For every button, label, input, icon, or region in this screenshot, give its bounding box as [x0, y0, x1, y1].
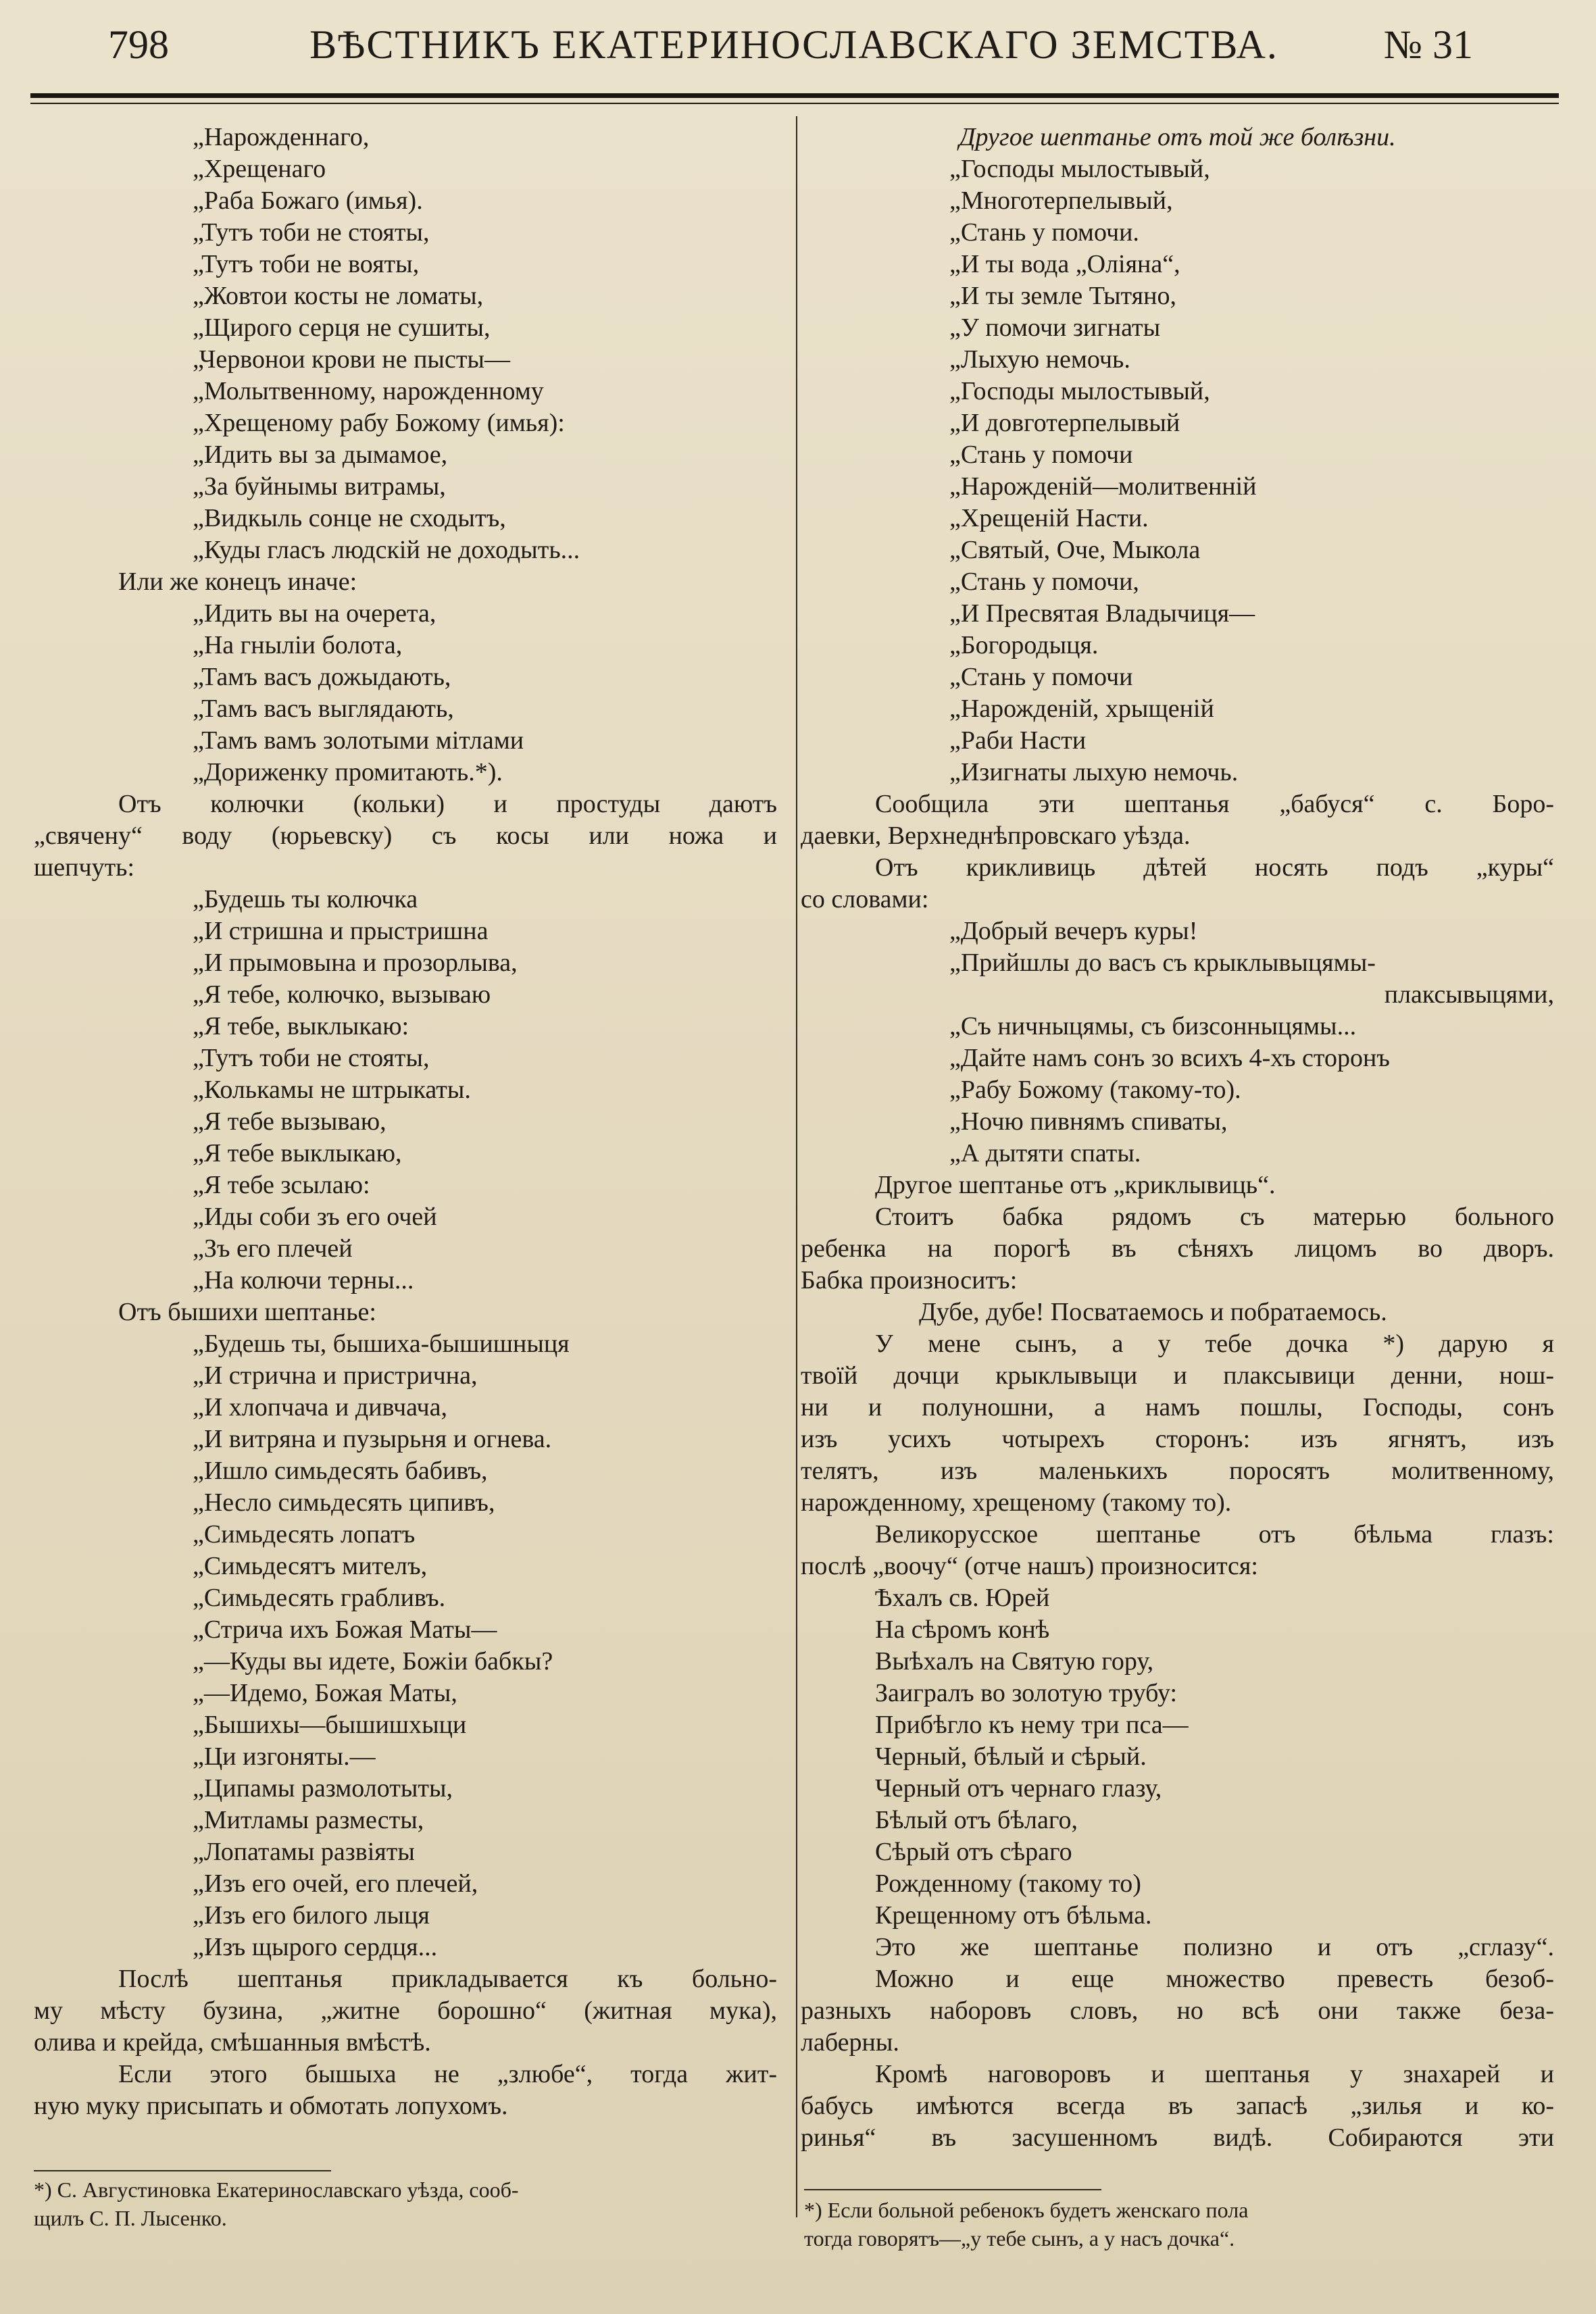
right-line: лаберны.	[801, 2028, 899, 2057]
left-line: „Я тебе зсылаю:	[193, 1171, 370, 1199]
left-line: „Изъ щырого сердця...	[193, 1933, 438, 1961]
left-line: Отъ колючки (кольки) и простуды даютъ	[118, 790, 777, 818]
header-rule-thick	[30, 93, 1559, 98]
left-line: „Несло симьдесять ципивъ,	[193, 1488, 495, 1517]
left-line: „Тамъ васъ выглядають,	[193, 695, 454, 723]
right-line: Черный отъ чернаго глазу,	[875, 1774, 1162, 1803]
left-line: „И прымовына и прозорлыва,	[193, 949, 518, 977]
right-line: Дубе, дубе! Посватаемось и побратаемось.	[919, 1298, 1387, 1326]
left-line: „За буйнымы витрамы,	[193, 472, 446, 501]
right-line: твоїй дочци крыклывыци и плаксывици денни, нош-	[801, 1361, 1554, 1390]
right-line: Заигралъ во золотую трубу:	[875, 1679, 1178, 1707]
right-line: со словами:	[801, 885, 929, 913]
left-line: „Будешь ты колючка	[193, 885, 418, 913]
left-line: „Митламы разместы,	[193, 1806, 424, 1834]
right-line: На сѣромъ конѣ	[875, 1615, 1050, 1644]
left-line: шепчуть:	[34, 853, 135, 882]
right-line: „Хрещеній Насти.	[949, 504, 1149, 532]
right-line: „Господы мылостывый,	[949, 377, 1210, 405]
left-line: „Идить вы на очерета,	[193, 599, 437, 628]
left-line: „Дориженку промитають.*).	[193, 758, 503, 786]
right-line: телятъ, изъ маленькихъ поросятъ молитвенному,	[801, 1457, 1554, 1485]
right-line: Бабка произноситъ:	[801, 1266, 1018, 1294]
right-line: Можно и еще множество превесть безоб-	[875, 1965, 1554, 1993]
header-rule-thin	[30, 103, 1559, 104]
right-line: Кромѣ наговоровъ и шептанья у знахарей и	[875, 2060, 1554, 2088]
left-line: „Лопатамы развіяты	[193, 1838, 415, 1866]
right-line: даевки, Верхнеднѣпровскаго уѣзда.	[801, 822, 1191, 850]
left-line: „свячену“ воду (юрьевску) съ косы или ножа и	[34, 822, 777, 850]
right-column	[801, 122, 1554, 2154]
right-line: „Рабу Божому (такому-то).	[949, 1076, 1241, 1104]
right-line: „Стань у помочи,	[949, 568, 1139, 596]
left-line: „И стришна и прыстришна	[193, 917, 489, 945]
right-line: „А дытяти спаты.	[949, 1139, 1141, 1167]
right-line: „У помочи зигнаты	[949, 313, 1161, 342]
left-line: ную муку присыпать и обмотать лопухомъ.	[34, 2092, 508, 2120]
left-line: „Я тебе, выклыкаю:	[193, 1012, 409, 1040]
right-line: „И ты земле Тытяно,	[949, 282, 1176, 310]
right-line: У мене сынъ, а у тебе дочка *) дарую я	[875, 1330, 1554, 1358]
left-line: „Симьдесятъ мителъ,	[193, 1552, 428, 1580]
right-line: „Нарожденій—молитвенній	[949, 472, 1257, 501]
right-line: Это же шептанье полизно и отъ „сглазу“.	[875, 1933, 1554, 1961]
right-line: Черный, бѣлый и сѣрый.	[875, 1742, 1147, 1771]
left-line: „Хрещеному рабу Божому (имья):	[193, 409, 565, 437]
right-line: Сообщила эти шептанья „бабуся“ с. Боро-	[875, 790, 1554, 818]
left-line: Если этого бышыха не „злюбе“, тогда жит-	[118, 2060, 777, 2088]
left-line: „Тутъ тоби не стояты,	[193, 218, 430, 247]
right-line: „Ночю пивнямъ спиваты,	[949, 1107, 1228, 1136]
issue-number: № 31	[1383, 22, 1473, 67]
left-line: „Колькамы не штрыкаты.	[193, 1076, 471, 1104]
right-line: „Дайте намъ сонъ зо всихъ 4-хъ сторонъ	[949, 1044, 1390, 1072]
left-line: „Я тебе, колючко, вызываю	[193, 980, 491, 1009]
left-line: „Изъ его очей, его плечей,	[193, 1869, 478, 1898]
left-line: „Ци изгоняты.—	[193, 1742, 376, 1771]
right-line: „И Пресвятая Владычиця—	[949, 599, 1255, 628]
right-line: „Стань у помочи	[949, 441, 1133, 469]
left-line: „И хлопчача и дивчача,	[193, 1393, 447, 1422]
left-line: Отъ бышихи шептанье:	[118, 1298, 376, 1326]
footnote-rule-left	[34, 2170, 331, 2171]
right-line: Другое шептанье отъ той же болѣзни.	[959, 123, 1396, 151]
right-line: „Изигнаты лыхую немочь.	[949, 758, 1239, 786]
left-line: „Ишло симьдесять бабивъ,	[193, 1457, 488, 1485]
right-line: „Богородыця.	[949, 631, 1099, 659]
right-line: плаксывыцями,	[1384, 980, 1554, 1009]
left-line: „Стрича ихъ Божая Маты—	[193, 1615, 497, 1644]
right-line: „Добрый вечеръ куры!	[949, 917, 1198, 945]
left-line: „Тутъ тоби не стояты,	[193, 1044, 430, 1072]
right-line: бабусь имѣются всегда въ запасѣ „зилья и ко-	[801, 2092, 1554, 2120]
right-line: „Святый, Оче, Мыкола	[949, 536, 1201, 564]
page-number: 798	[108, 22, 169, 67]
right-line: Ѣхалъ св. Юрей	[875, 1584, 1050, 1612]
right-line: „Лыхую немочь.	[949, 345, 1130, 374]
right-line: ребенка на порогѣ въ сѣняхъ лицомъ во дворъ.	[801, 1234, 1554, 1263]
left-line: „Иды соби зъ его очей	[193, 1203, 437, 1231]
footnote-left	[34, 2175, 770, 2232]
right-line: Сѣрый отъ сѣраго	[875, 1838, 1072, 1866]
right-line: „И ты вода „Оліяна“,	[949, 250, 1180, 278]
left-line: „Тамъ васъ дожыдають,	[193, 663, 451, 691]
footnote-line: *) Если больной ребенокъ будетъ женскаго пола	[804, 2198, 1249, 2222]
footnote-rule-right	[804, 2189, 1101, 2190]
right-line: Отъ крикливиць дѣтей носять подъ „куры“	[875, 853, 1554, 882]
left-line: „На гныліи болота,	[193, 631, 403, 659]
right-line: Стоитъ бабка рядомъ съ матерью больного	[875, 1203, 1554, 1231]
left-line: олива и крейда, смѣшанныя вмѣстѣ.	[34, 2028, 431, 2057]
left-line: „Червонои крови не пысты—	[193, 345, 510, 374]
right-line: Другое шептанье отъ „криклывиць“.	[875, 1171, 1276, 1199]
left-line: Послѣ шептанья прикладывается къ больно-	[118, 1965, 777, 1993]
footnote-line: *) С. Августиновка Екатеринославскаго уѣзда, сооб-	[34, 2178, 519, 2202]
right-line: „Стань у помочи	[949, 663, 1133, 691]
left-line: „Симьдесять грабливъ.	[193, 1584, 446, 1612]
left-line: „Я тебе выклыкаю,	[193, 1139, 402, 1167]
right-line: Великорусское шептанье отъ бѣльма глазъ:	[875, 1520, 1554, 1549]
right-line: Рожденному (такому то)	[875, 1869, 1141, 1898]
right-line: Крещенному отъ бѣльма.	[875, 1901, 1152, 1930]
left-line: „На колючи терны...	[193, 1266, 414, 1294]
footnote-right	[804, 2196, 1554, 2253]
page-header	[101, 15, 1487, 89]
left-line: „Зъ его плечей	[193, 1234, 353, 1263]
left-line: „Симьдесять лопатъ	[193, 1520, 416, 1549]
left-line: „Куды гласъ людскій не доходыть...	[193, 536, 580, 564]
left-line: „Ципамы размолотыты,	[193, 1774, 453, 1803]
right-line: „Прийшлы до васъ съ крыклывыцямы-	[949, 949, 1376, 977]
left-line: „Будешь ты, бышиха-бышишныця	[193, 1330, 570, 1358]
left-column	[34, 122, 777, 2122]
right-line: ни и полуношни, а намъ пошлы, Господы, сонъ	[801, 1393, 1554, 1422]
journal-title: ВѢСТНИКЪ ЕКАТЕРИНОСЛАВСКАГО ЗЕМСТВА.	[309, 22, 1278, 67]
left-line: „Жовтои косты не ломаты,	[193, 282, 484, 310]
footnote-line: тогда говорятъ—„у тебе сынъ, а у насъ дочка“.	[804, 2226, 1235, 2250]
right-line: „Господы мылостывый,	[949, 155, 1210, 183]
left-line: „Хрещенаго	[193, 155, 326, 183]
left-line: „И витряна и пузырьня и огнева.	[193, 1425, 552, 1453]
left-line: „Идить вы за дымамое,	[193, 441, 448, 469]
right-line: „И довготерпелывый	[949, 409, 1180, 437]
right-line: ринья“ въ засушенномъ видѣ. Собираются эти	[801, 2123, 1554, 2152]
left-line: „И стрична и пристрична,	[193, 1361, 478, 1390]
left-line: „Я тебе вызываю,	[193, 1107, 386, 1136]
right-line: „Раби Насти	[949, 726, 1087, 755]
left-line: „Видкыль сонце не сходытъ,	[193, 504, 506, 532]
right-line: Бѣлый отъ бѣлаго,	[875, 1806, 1078, 1834]
right-line: „Съ ничныцямы, съ бизсонныцямы...	[949, 1012, 1357, 1040]
right-line: „Нарожденій, хрыщеній	[949, 695, 1214, 723]
left-line: Или же конецъ иначе:	[118, 568, 357, 596]
right-line: изъ усихъ чотырехъ сторонъ: изъ ягнятъ, изъ	[801, 1425, 1554, 1453]
left-line: „Раба Божаго (имья).	[193, 186, 423, 215]
left-line: му мѣсту бузина, „житне борошно“ (житная мука),	[34, 1996, 777, 2025]
right-line: „Многотерпелывый,	[949, 186, 1173, 215]
left-line: „Молытвенному, нарожденному	[193, 377, 544, 405]
right-line: Прибѣгло къ нему три пса—	[875, 1711, 1189, 1739]
left-line: „Изъ его билого лыця	[193, 1901, 430, 1930]
left-line: „Тамъ вамъ золотыми мітлами	[193, 726, 524, 755]
right-line: разныхъ наборовъ словъ, но всѣ они также беза-	[801, 1996, 1554, 2025]
footnote-line: щилъ С. П. Лысенко.	[34, 2206, 227, 2230]
right-line: „Стань у помочи.	[949, 218, 1139, 247]
right-line: послѣ „воочу“ (отче нашъ) произносится:	[801, 1552, 1258, 1580]
column-divider	[796, 116, 797, 2217]
right-line: нарожденному, хрещеному (такому то).	[801, 1488, 1232, 1517]
left-line: „—Идемо, Божая Маты,	[193, 1679, 457, 1707]
left-line: „Щирого серця не сушиты,	[193, 313, 491, 342]
left-line: „Бышихы—бышишхыци	[193, 1711, 467, 1739]
left-line: „—Куды вы идете, Божіи бабкы?	[193, 1647, 553, 1676]
left-line: „Тутъ тоби не вояты,	[193, 250, 420, 278]
left-line: „Нарожденнаго,	[193, 123, 370, 151]
right-line: Выѣхалъ на Святую гору,	[875, 1647, 1154, 1676]
